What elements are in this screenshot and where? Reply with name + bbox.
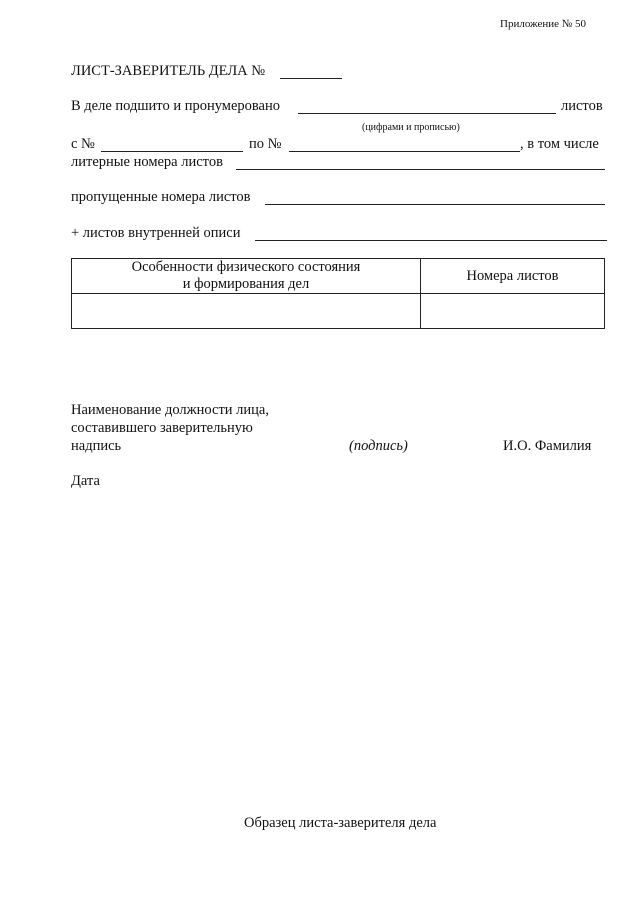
literal-pages-field[interactable] [236, 169, 605, 170]
page-title: ЛИСТ-ЗАВЕРИТЕЛЬ ДЕЛА № [71, 63, 266, 79]
including-label: , в том числе [520, 136, 599, 152]
features-header-line1: Особенности физического состояния [131, 259, 361, 275]
inventory-pages-field[interactable] [255, 240, 607, 241]
appendix-label: Приложение № 50 [500, 18, 587, 30]
sewn-pages-field[interactable] [298, 113, 556, 114]
pages-suffix: листов [561, 98, 603, 114]
features-header-line2: и формирования дел [182, 276, 310, 292]
document-caption: Образец листа-заверителя дела [244, 815, 437, 831]
features-cell[interactable] [72, 294, 421, 329]
position-line1: Наименование должности лица, [71, 402, 269, 418]
full-name-placeholder: И.О. Фамилия [503, 438, 592, 454]
to-number-field[interactable] [289, 151, 520, 152]
from-number-field[interactable] [101, 151, 243, 152]
features-column-header [72, 259, 421, 294]
page-numbers-cell[interactable] [421, 294, 605, 329]
date-label: Дата [71, 473, 100, 489]
literal-pages-label: литерные номера листов [71, 154, 223, 170]
missing-pages-field[interactable] [265, 204, 605, 205]
features-table [71, 258, 605, 329]
position-line2: составившего заверительную [71, 420, 253, 436]
table-row [72, 294, 605, 329]
case-number-field[interactable] [280, 78, 342, 79]
to-number-label: по № [249, 136, 282, 152]
signature-placeholder: (подпись) [349, 438, 408, 454]
inventory-pages-label: + листов внутренней описи [71, 225, 241, 241]
from-number-label: с № [71, 136, 95, 152]
digits-words-note: (цифрами и прописью) [362, 122, 460, 133]
missing-pages-label: пропущенные номера листов [71, 189, 251, 205]
position-line3: надпись [71, 438, 122, 454]
sewn-pages-label: В деле подшито и пронумеровано [71, 98, 280, 114]
page-numbers-column-header: Номера листов [421, 259, 605, 294]
